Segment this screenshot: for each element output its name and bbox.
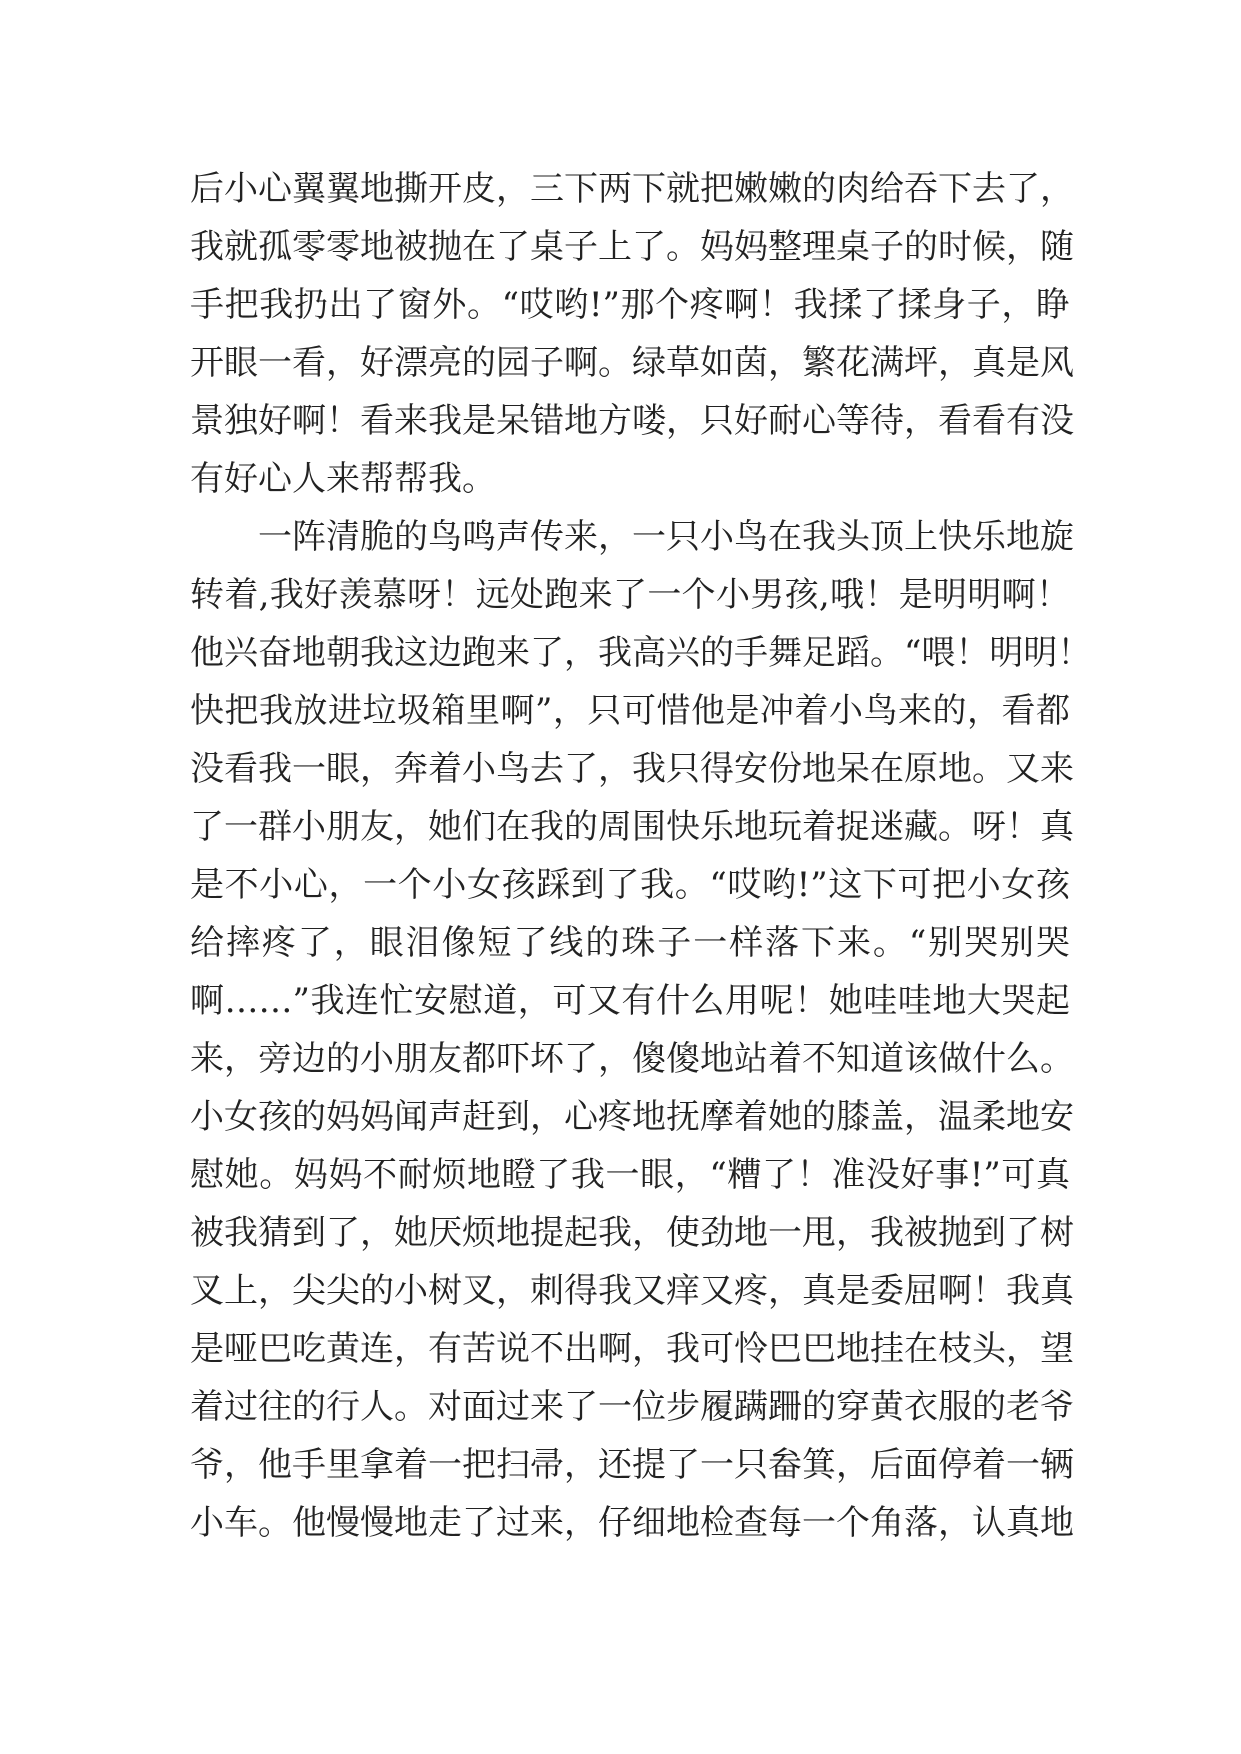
text-line: 没看我一眼，奔着小鸟去了，我只得安份地呆在原地。又来 [190, 749, 1074, 789]
text-line: 了一群小朋友，她们在我的周围快乐地玩着捉迷藏。呀！真 [190, 807, 1074, 847]
text-line: 爷，他手里拿着一把扫帚，还提了一只畚箕，后面停着一辆 [190, 1445, 1074, 1485]
text-body [190, 160, 1092, 1552]
text-line: 着过往的行人。对面过来了一位步履蹒跚的穿黄衣服的老爷 [190, 1387, 1074, 1427]
text-line: 快把我放进垃圾箱里啊”，只可惜他是冲着小鸟来的，看都 [190, 691, 1070, 731]
text-line: 啊……”我连忙安慰道，可又有什么用呢！她哇哇地大哭起 [190, 981, 1070, 1021]
text-line: 是不小心，一个小女孩踩到了我。“哎哟!”这下可把小女孩 [190, 865, 1070, 905]
text-line: 慰她。妈妈不耐烦地瞪了我一眼，“糟了！准没好事!”可真 [190, 1155, 1070, 1195]
text-line: 小车。他慢慢地走了过来，仔细地检查每一个角落，认真地 [190, 1503, 1074, 1543]
text-line: 有好心人来帮帮我。 [190, 459, 496, 499]
text-line: 我就孤零零地被抛在了桌子上了。妈妈整理桌子的时候，随 [190, 227, 1074, 267]
text-line: 小女孩的妈妈闻声赶到，心疼地抚摩着她的膝盖，温柔地安 [190, 1097, 1074, 1137]
text-line: 是哑巴吃黄连，有苦说不出啊，我可怜巴巴地挂在枝头，望 [190, 1329, 1074, 1369]
text-line: 手把我扔出了窗外。“哎哟!”那个疼啊！我揉了揉身子，睁 [190, 285, 1070, 325]
text-line: 他兴奋地朝我这边跑来了，我高兴的手舞足蹈。“喂！明明！ [190, 633, 1092, 673]
text-line: 转着,我好羡慕呀！远处跑来了一个小男孩,哦！是明明啊！ [190, 575, 1070, 615]
text-line: 景独好啊！看来我是呆错地方喽，只好耐心等待，看看有没 [190, 401, 1074, 441]
text-line: 给摔疼了，眼泪像短了线的珠子一样落下来。“别哭别哭 [190, 923, 1070, 963]
text-line: 叉上，尖尖的小树叉，刺得我又痒又疼，真是委屈啊！我真 [190, 1271, 1074, 1311]
text-line: 来，旁边的小朋友都吓坏了，傻傻地站着不知道该做什么。 [190, 1039, 1074, 1079]
text-line: 被我猜到了，她厌烦地提起我，使劲地一甩，我被抛到了树 [190, 1213, 1074, 1253]
text-line: 开眼一看，好漂亮的园子啊。绿草如茵，繁花满坪，真是风 [190, 343, 1074, 383]
text-line: 后小心翼翼地撕开皮，三下两下就把嫩嫩的肉给吞下去了， [190, 169, 1074, 209]
paragraph-start-line: 一阵清脆的鸟鸣声传来，一只小鸟在我头顶上快乐地旋 [258, 517, 1074, 557]
